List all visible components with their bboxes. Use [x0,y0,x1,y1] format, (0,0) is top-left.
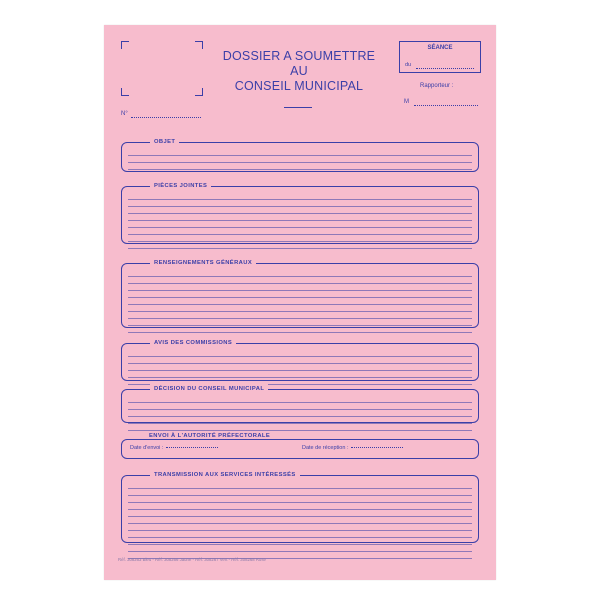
ruled-line [128,298,472,305]
ruled-line [128,163,472,170]
date-reception-field[interactable] [302,445,403,451]
ruled-line [128,291,472,298]
section-label: TRANSMISSION AUX SERVICES INTÉRESSÉS [150,470,300,480]
ruled-line [128,482,472,489]
seance-box [399,41,481,73]
section-renseignements-generaux[interactable] [121,260,479,328]
ruled-line [128,396,472,403]
ruled-line [128,326,472,333]
stamp-corner-mark [121,88,129,96]
ruled-line [128,403,472,410]
ruled-line [128,312,472,319]
ruled-line [128,156,472,163]
ruled-lines [128,482,472,538]
ruled-line [128,214,472,221]
ruled-line [128,235,472,242]
ruled-line [128,319,472,326]
ruled-lines [128,193,472,239]
ruled-line [128,489,472,496]
numero-label: N° [121,111,128,117]
stamp-corner-mark [121,41,129,49]
ruled-line [128,503,472,510]
ruled-line [128,149,472,156]
stamp-corner-mark [195,41,203,49]
ruled-line [128,284,472,291]
ruled-line [128,242,472,249]
form-title-line-1: DOSSIER A SOUMETTRE [222,49,376,63]
section-label: OBJET [150,137,179,147]
envoi-label: ENVOI À L'AUTORITÉ PRÉFECTORALE [149,433,271,439]
du-label: du [405,62,412,68]
ruled-line [128,193,472,200]
ruled-line [128,417,472,424]
stamp-corner-mark [195,88,203,96]
rapporteur-label: Rapporteur : [420,83,454,89]
ruled-line [128,200,472,207]
du-field[interactable] [416,68,474,69]
ruled-line [128,496,472,503]
ruled-line [128,305,472,312]
ruled-line [128,364,472,371]
section-objet[interactable] [121,139,479,172]
ruled-line [128,538,472,545]
form-sheet [104,25,496,580]
ruled-line [128,531,472,538]
ruled-lines [128,149,472,167]
ruled-line [128,357,472,364]
ruled-line [128,424,472,431]
ruled-line [128,228,472,235]
section-avis-commissions[interactable] [121,340,479,381]
ruled-line [128,410,472,417]
date-envoi-label: Date d'envoi : [130,445,164,451]
section-transmission[interactable] [121,472,479,543]
seance-label: SÉANCE [427,45,453,51]
title-underline [284,107,312,108]
ruled-line [128,510,472,517]
ruled-line [128,524,472,531]
ruled-line [128,545,472,552]
ruled-lines [128,270,472,323]
ruled-line [128,221,472,228]
section-label: DÉCISION DU CONSEIL MUNICIPAL [150,384,268,394]
numero-field[interactable] [131,117,201,118]
ruled-line [128,371,472,378]
section-label: PIÈCES JOINTES [150,181,211,191]
date-envoi-field[interactable] [130,445,218,451]
section-pieces-jointes[interactable] [121,183,479,244]
ruled-line [128,207,472,214]
rapporteur-name-field[interactable] [414,105,478,106]
ruled-lines [128,350,472,376]
ruled-line [128,517,472,524]
ruled-line [128,277,472,284]
form-title [216,49,382,94]
ruled-line [128,270,472,277]
section-decision-conseil[interactable] [121,386,479,423]
m-label: M [404,99,409,105]
reference-footer: Réf. 308263 Bleu - Réf. 308266 Jaune - Réf. 308267 Vert - Réf. 308268 Rose [118,557,266,562]
envoi-box [121,439,479,459]
section-label: RENSEIGNEMENTS GÉNÉRAUX [150,258,256,268]
ruled-lines [128,396,472,418]
section-label: AVIS DES COMMISSIONS [150,338,236,348]
form-title-line-3: CONSEIL MUNICIPAL [234,79,364,93]
date-reception-label: Date de réception : [302,445,349,451]
form-title-line-2: AU [290,64,308,78]
ruled-line [128,350,472,357]
